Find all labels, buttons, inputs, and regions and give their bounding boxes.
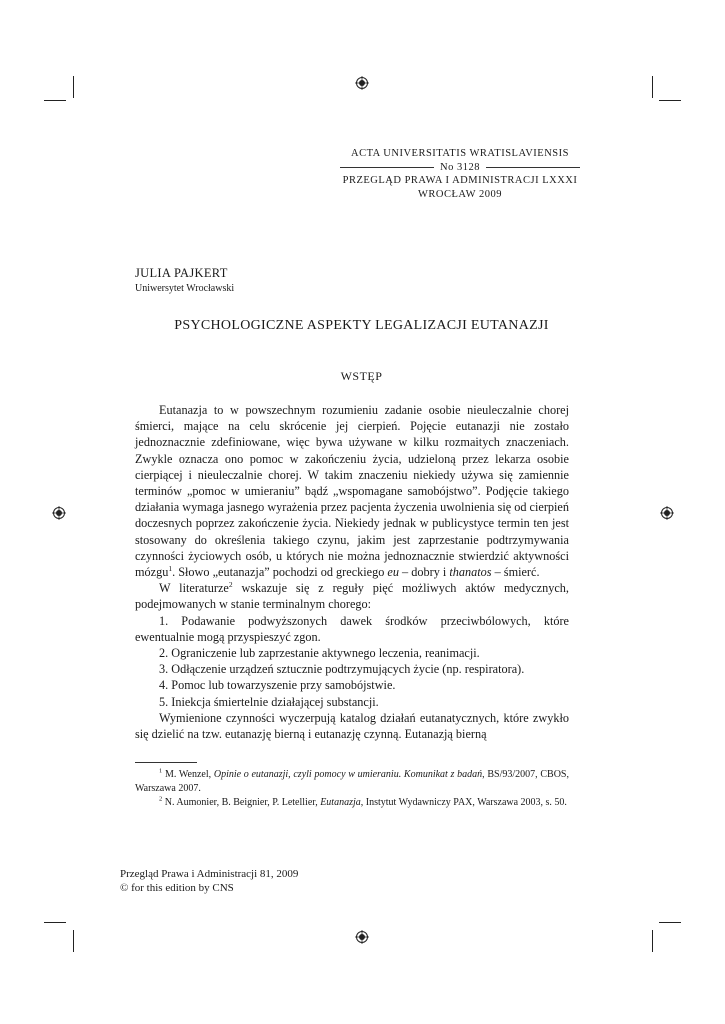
registration-mark-icon — [660, 506, 674, 520]
footnote — [135, 768, 569, 796]
crop-mark — [659, 922, 681, 923]
text-run: W literaturze — [159, 581, 229, 596]
text-run: N. Aumonier, B. Beignier, P. Letellier, — [162, 797, 321, 808]
text-run: Eutanazja to w powszechnym rozumieniu zadanie osobie nieuleczalnie chorej śmierci, mające na celu skrócenie jej cierpień. Pojęcie eutanazji nie zostało jednoznacznie zdefiniowane, więc bywa używane w kilku rozmaitych znaczeniach. Zwykle oznacza ono pomoc w zakończeniu życia, udzieloną przez lekarza osobie cierpiącej i nieuleczalnie chorej. W takim znaczeniu niekiedy używa się zamiennie terminów „pomoc w umieraniu” bądź „wspomagane samobójstwo”. Podjęcie takiego działania wymaga jasnego wyrażenia przez pacjenta życzenia uwolnienia się od cierpień doczesnych poprzez zakończenie życia. Niekiedy jednak w publicystyce termin ten jest stosowany do określenia takiego czynu, jakim jest zaprzestanie podtrzymywania czynności życiowych osób, u których nie można jednoznacznie stwierdzić aktywności mózgu — [135, 403, 569, 580]
registration-mark-icon — [355, 930, 369, 944]
author-affiliation: Uniwersytet Wrocławski — [135, 283, 235, 294]
term-italic: thanatos — [449, 565, 492, 580]
issue-number-row — [340, 161, 580, 175]
footnote — [135, 796, 569, 810]
cited-title: Opinie o eutanazji, czyli pomocy w umieraniu. Komunikat z badań — [213, 769, 483, 780]
journal-footer — [120, 867, 298, 895]
crop-mark — [73, 76, 74, 98]
text-run: wskazuje się z reguły pięć możliwych aktów medycznych, podejmowanych w stanie terminalnym chorego: — [135, 581, 569, 612]
list-item: 1. Podawanie podwyższonych dawek środków przeciwbólowych, które ewentualnie mogą przyspieszyć zgon. — [135, 613, 569, 644]
paragraph — [135, 580, 569, 612]
list-item: 4. Pomoc lub towarzyszenie przy samobójstwie. — [159, 678, 396, 693]
divider — [340, 167, 434, 168]
footnote-divider — [135, 762, 197, 763]
paragraph: Wymienione czynności wyczerpują katalog działań eutanatycznych, które zwykło się dzielić na tzw. eutanazję bierną i eutanazję czynną. Eutanazją bierną — [135, 710, 569, 742]
crop-mark — [652, 76, 653, 98]
copyright-notice: © for this edition by CNS — [120, 882, 234, 894]
crop-mark — [44, 100, 66, 101]
text-run: – dobry i — [398, 565, 450, 580]
paragraph — [135, 402, 569, 580]
text-run: , Instytut Wydawniczy PAX, Warszawa 2003, s. 50. — [360, 797, 567, 808]
text-run: M. Wenzel, — [162, 769, 214, 780]
list-item: 3. Odłączenie urządzeń sztucznie podtrzymujących życie (np. respiratora). — [159, 662, 525, 677]
list-item: 2. Ograniczenie lub zaprzestanie aktywnego leczenia, reanimacji. — [159, 646, 480, 661]
crop-mark — [652, 930, 653, 952]
footnote-number: 1 — [159, 767, 163, 775]
cited-title: Eutanazja — [320, 797, 361, 808]
article-title: PSYCHOLOGICZNE ASPEKTY LEGALIZACJI EUTANAZJI — [174, 318, 549, 333]
crop-mark — [73, 930, 74, 952]
registration-mark-icon — [52, 506, 66, 520]
author-name: JULIA PAJKERT — [135, 266, 228, 280]
journal-citation: Przegląd Prawa i Administracji 81, 2009 — [120, 868, 299, 880]
place-year: WROCŁAW 2009 — [417, 188, 502, 200]
crop-mark — [44, 922, 66, 923]
footnote-ref: 2 — [228, 580, 233, 590]
footnote-ref: 1 — [168, 563, 173, 573]
article-body — [135, 402, 569, 742]
journal-header — [340, 147, 580, 201]
footnote-number: 2 — [159, 795, 163, 803]
divider — [486, 167, 580, 168]
issue-number: No 3128 — [440, 161, 480, 173]
section-heading: WSTĘP — [340, 369, 383, 383]
series-name: ACTA UNIVERSITATIS WRATISLAVIENSIS — [351, 148, 569, 159]
text-run: . Słowo „eutanazja” pochodzi od greckiego — [172, 565, 388, 580]
journal-name: PRZEGLĄD PRAWA I ADMINISTRACJI LXXXI — [342, 175, 578, 186]
text-run: – śmierć. — [491, 565, 540, 580]
crop-mark — [659, 100, 681, 101]
list-item: 5. Iniekcja śmiertelnie działającej substancji. — [159, 694, 379, 709]
registration-mark-icon — [355, 76, 369, 90]
term-italic: eu — [387, 565, 399, 580]
footnotes — [135, 768, 569, 810]
text-run: , BS/93/2007, CBOS, Warszawa 2007. — [135, 769, 569, 794]
